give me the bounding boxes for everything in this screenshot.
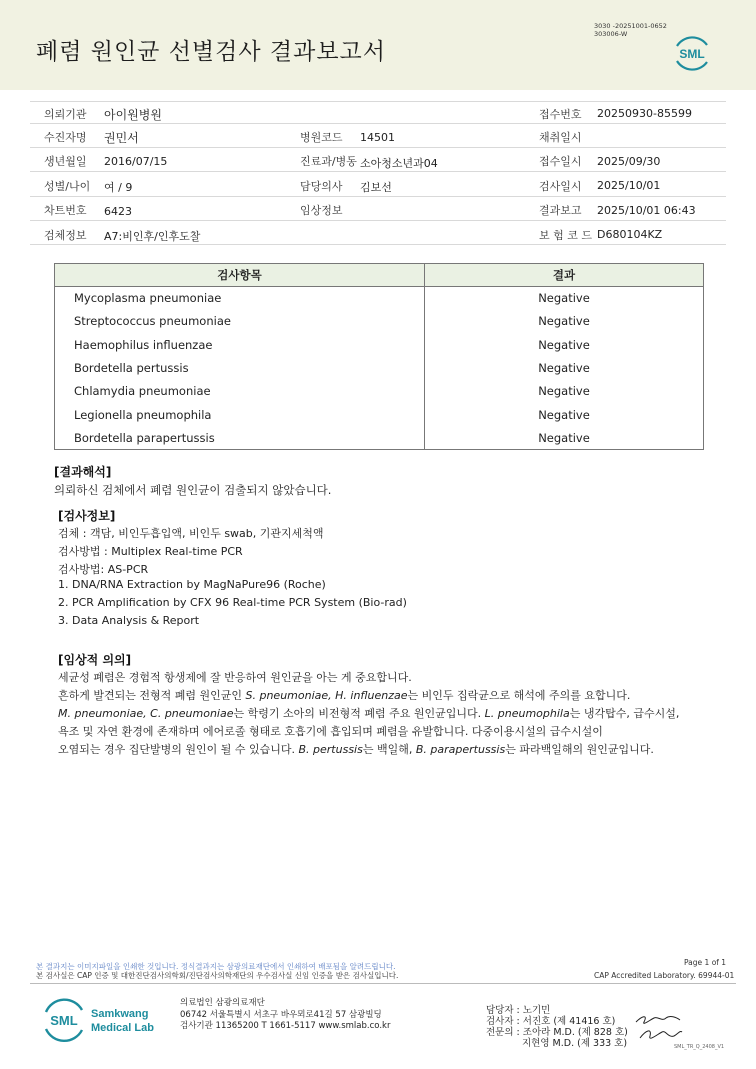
test-result: Negative — [425, 426, 704, 449]
table-row — [55, 333, 704, 356]
test-info-specimen: 검체 : 객담, 비인두흡입액, 비인두 swab, 기관지세척액 — [58, 527, 324, 540]
col-item-header: 검사항목 — [55, 264, 425, 287]
receipt-date-label: 접수일시 — [539, 155, 582, 168]
clinical-line-3: M. pneumoniae, C. pneumoniae는 학령기 소아의 비전형적 폐렴 주요 원인균입니다. L. pneumophila는 냉각탑수, 급수시설, — [58, 707, 680, 720]
samkwang-logo-icon — [42, 997, 172, 1043]
test-item: Chlamydia pneumoniae — [55, 380, 425, 403]
receipt-date-value: 2025/09/30 — [597, 155, 661, 168]
clinical-title: [임상적 의의] — [58, 653, 132, 667]
hospital-code-value: 14501 — [360, 131, 395, 144]
test-date-label: 검사일시 — [539, 180, 582, 193]
table-row — [55, 310, 704, 333]
receipt-no-label: 접수번호 — [539, 108, 582, 121]
test-info-step2: 2. PCR Amplification by CFX 96 Real-time PCR System (Bio-rad) — [58, 596, 407, 609]
receipt-no-value: 20250930-85599 — [597, 107, 692, 120]
svg-text:SML: SML — [50, 1013, 78, 1028]
table-row — [55, 426, 704, 449]
divider — [30, 123, 726, 124]
insurance-code-value: D680104KZ — [597, 228, 663, 241]
test-info-method2: 검사방법: AS-PCR — [58, 563, 149, 576]
report-date-value: 2025/10/01 06:43 — [597, 204, 696, 217]
version-code: SML_TR_Q_2408_V1 — [674, 1044, 725, 1050]
test-item: Bordetella parapertussis — [55, 426, 425, 449]
requesting-org-label: 의뢰기관 — [44, 108, 87, 121]
staff-tester: 검사자 : 서진호 (제 41416 호) — [486, 1016, 616, 1027]
divider — [30, 196, 726, 197]
name-label: 수진자명 — [44, 131, 87, 144]
certification-notice: 본 검사실은 CAP 인증 및 대한진단검사의학회/진단검사의학재단의 우수검사실 신임 인증을 받은 검사실입니다. — [36, 971, 399, 980]
test-result: Negative — [425, 403, 704, 426]
staff-specialist-1: 전문의 : 조아라 M.D. (제 828 호) — [486, 1027, 628, 1038]
chart-no-label: 차트번호 — [44, 204, 87, 217]
divider — [30, 220, 726, 221]
table-row — [55, 356, 704, 379]
specimen-label: 검체정보 — [44, 229, 87, 242]
chart-no-value: 6423 — [104, 205, 132, 218]
test-item: Haemophilus influenzae — [55, 333, 425, 356]
table-row — [55, 287, 704, 310]
insurance-code-label: 보 험 코 드 — [539, 229, 592, 242]
sex-age-value: 여 / 9 — [104, 181, 133, 194]
cap-accreditation: CAP Accredited Laboratory. 69944-01 — [594, 971, 735, 980]
doctor-value: 김보선 — [360, 181, 392, 194]
test-item: Streptococcus pneumoniae — [55, 310, 425, 333]
hospital-code-label: 병원코드 — [300, 131, 343, 144]
collection-date-label: 채취일시 — [539, 131, 582, 144]
interpretation-title: [결과해석] — [54, 465, 112, 479]
dob-label: 생년월일 — [44, 155, 87, 168]
svg-text:Medical Lab: Medical Lab — [91, 1022, 154, 1034]
clinical-line-4: 욕조 및 자연 환경에 존재하며 에어로졸 형태로 호흡기에 흡입되며 폐렴을 유발합니다. 다중이용시설의 급수시설이 — [58, 725, 603, 738]
doctor-label: 담당의사 — [300, 180, 343, 193]
test-result: Negative — [425, 356, 704, 379]
staff-manager: 담당자 : 노기민 — [486, 1005, 551, 1016]
test-item: Legionella pneumophila — [55, 403, 425, 426]
department-value: 소아청소년과04 — [360, 157, 438, 170]
test-date-value: 2025/10/01 — [597, 179, 661, 192]
specimen-value: A7:비인후/인후도찰 — [104, 230, 201, 243]
table-header-row — [55, 264, 704, 287]
divider — [30, 147, 726, 148]
clinical-line-1: 세균성 폐렴은 경험적 항생제에 잘 반응하여 원인균을 아는 게 중요합니다. — [58, 671, 412, 684]
test-result: Negative — [425, 310, 704, 333]
org-address: 06742 서울특별시 서초구 바우뫼로41길 57 삼광빌딩 — [180, 1010, 382, 1020]
test-result: Negative — [425, 380, 704, 403]
test-item: Mycoplasma pneumoniae — [55, 287, 425, 310]
test-result: Negative — [425, 287, 704, 310]
test-result: Negative — [425, 333, 704, 356]
table-row — [55, 403, 704, 426]
report-code-1: 3030 -20251001-0652 — [594, 22, 667, 30]
requesting-org-value: 아이원병원 — [104, 108, 162, 122]
test-info-step3: 3. Data Analysis & Report — [58, 614, 200, 627]
table-row — [55, 380, 704, 403]
report-date-label: 결과보고 — [539, 204, 582, 217]
signature-icon — [632, 1008, 684, 1046]
org-name: 의료법인 삼광의료재단 — [180, 998, 265, 1008]
divider — [30, 244, 726, 245]
report-header — [0, 0, 756, 90]
clinical-info-label: 임상정보 — [300, 204, 343, 217]
report-title: 폐렴 원인균 선별검사 결과보고서 — [36, 39, 386, 65]
sml-logo-icon — [671, 33, 713, 73]
report-code-2: 303006-W — [594, 30, 628, 38]
results-table — [54, 263, 704, 450]
svg-text:Samkwang: Samkwang — [91, 1008, 149, 1020]
sml-logo-text: SML — [679, 47, 705, 61]
image-notice: 본 결과지는 이미지파일을 인쇄한 것입니다. 정식결과지는 삼광의료재단에서 인쇄하여 배포됨을 알려드립니다. — [36, 962, 396, 971]
dob-value: 2016/07/15 — [104, 155, 168, 168]
sex-age-label: 성별/나이 — [44, 180, 91, 193]
clinical-line-5: 오염되는 경우 집단발병의 원인이 될 수 있습니다. B. pertussis는 백일해, B. parapertussis는 파라백일해의 원인균입니다. — [58, 743, 654, 756]
test-item: Bordetella pertussis — [55, 356, 425, 379]
org-contact: 검사기관 11365200 T 1661-5117 www.smlab.co.kr — [180, 1021, 391, 1031]
staff-specialist-2: 지현영 M.D. (제 333 호) — [522, 1038, 628, 1049]
test-info-step1: 1. DNA/RNA Extraction by MagNaPure96 (Roche) — [58, 578, 326, 591]
col-result-header: 결과 — [425, 264, 704, 287]
interpretation-text: 의뢰하신 검체에서 폐렴 원인균이 검출되지 않았습니다. — [54, 483, 332, 497]
test-info-title: [검사정보] — [58, 509, 116, 523]
clinical-line-2: 흔하게 발견되는 전형적 폐렴 원인균인 S. pneumoniae, H. influenzae는 비인두 집락균으로 해석에 주의를 요합니다. — [58, 689, 631, 702]
divider — [30, 171, 726, 172]
footer-divider — [30, 983, 736, 984]
divider — [30, 101, 726, 102]
test-info-method: 검사방법 : Multiplex Real-time PCR — [58, 545, 243, 558]
name-value: 권민서 — [104, 131, 139, 145]
page-number: Page 1 of 1 — [684, 958, 727, 967]
department-label: 진료과/병동 — [300, 155, 357, 168]
